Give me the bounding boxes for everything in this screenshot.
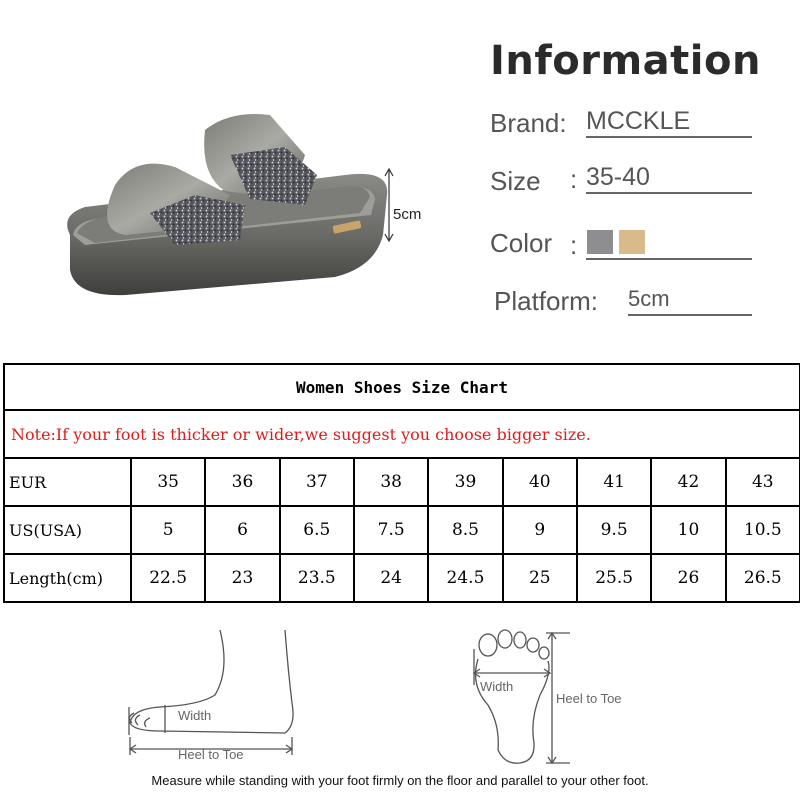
table-cell: 23 [205, 554, 279, 602]
table-cell: 26.5 [726, 554, 800, 602]
table-cell: 38 [354, 458, 428, 506]
size-row [490, 166, 541, 197]
table-cell: 22.5 [131, 554, 205, 602]
table-cell: 8.5 [428, 506, 502, 554]
color-label: Color [490, 228, 553, 258]
color-swatch-gray[interactable] [587, 230, 613, 254]
row-label: US(USA) [4, 506, 131, 554]
row-label: EUR [4, 458, 131, 506]
table-cell: 6.5 [280, 506, 354, 554]
table-cell: 35 [131, 458, 205, 506]
size-value: 35-40 [586, 162, 752, 194]
table-cell: 5 [131, 506, 205, 554]
size-chart-title: Women Shoes Size Chart [4, 364, 800, 410]
table-cell: 40 [503, 458, 577, 506]
table-cell: 39 [428, 458, 502, 506]
table-row-us [4, 506, 800, 554]
table-row-length [4, 554, 800, 602]
table-cell: 36 [205, 458, 279, 506]
top-length-label: Heel to Toe [556, 691, 622, 706]
table-cell: 6 [205, 506, 279, 554]
table-cell: 42 [651, 458, 725, 506]
height-dimension-arrow [384, 168, 394, 242]
size-chart-table [3, 363, 800, 603]
table-cell: 24.5 [428, 554, 502, 602]
color-swatch-beige[interactable] [619, 230, 645, 254]
table-cell: 9.5 [577, 506, 651, 554]
size-label: Size [490, 166, 541, 196]
brand-value: MCCKLE [586, 106, 752, 138]
platform-value: 5cm [628, 284, 752, 316]
row-label: Length(cm) [4, 554, 131, 602]
platform-label: Platform: [494, 286, 599, 316]
table-cell: 23.5 [280, 554, 354, 602]
table-cell: 25.5 [577, 554, 651, 602]
color-row [490, 228, 552, 259]
size-colon: : [570, 164, 578, 194]
table-cell: 24 [354, 554, 428, 602]
table-cell: 43 [726, 458, 800, 506]
size-chart-note: Note:If your foot is thicker or wider,we suggest you choose bigger size. [4, 410, 800, 458]
brand-row [490, 108, 567, 139]
table-cell: 7.5 [354, 506, 428, 554]
measurement-caption: Measure while standing with your foot firmly on the floor and parallel to your other foot. [151, 773, 649, 788]
table-cell: 10.5 [726, 506, 800, 554]
table-cell: 26 [651, 554, 725, 602]
table-cell: 9 [503, 506, 577, 554]
height-label: 5cm [393, 206, 422, 223]
table-cell: 10 [651, 506, 725, 554]
table-cell: 37 [280, 458, 354, 506]
table-row-eur [4, 458, 800, 506]
top-width-label: Width [480, 679, 514, 694]
sandal-product-image [55, 95, 435, 315]
side-width-label: Width [178, 708, 212, 723]
brand-label: Brand: [490, 108, 567, 138]
table-cell: 25 [503, 554, 577, 602]
information-title: Information [490, 38, 761, 84]
platform-row [494, 286, 598, 317]
color-colon: : [570, 230, 578, 260]
side-length-label: Heel to Toe [178, 747, 244, 762]
table-cell: 41 [577, 458, 651, 506]
